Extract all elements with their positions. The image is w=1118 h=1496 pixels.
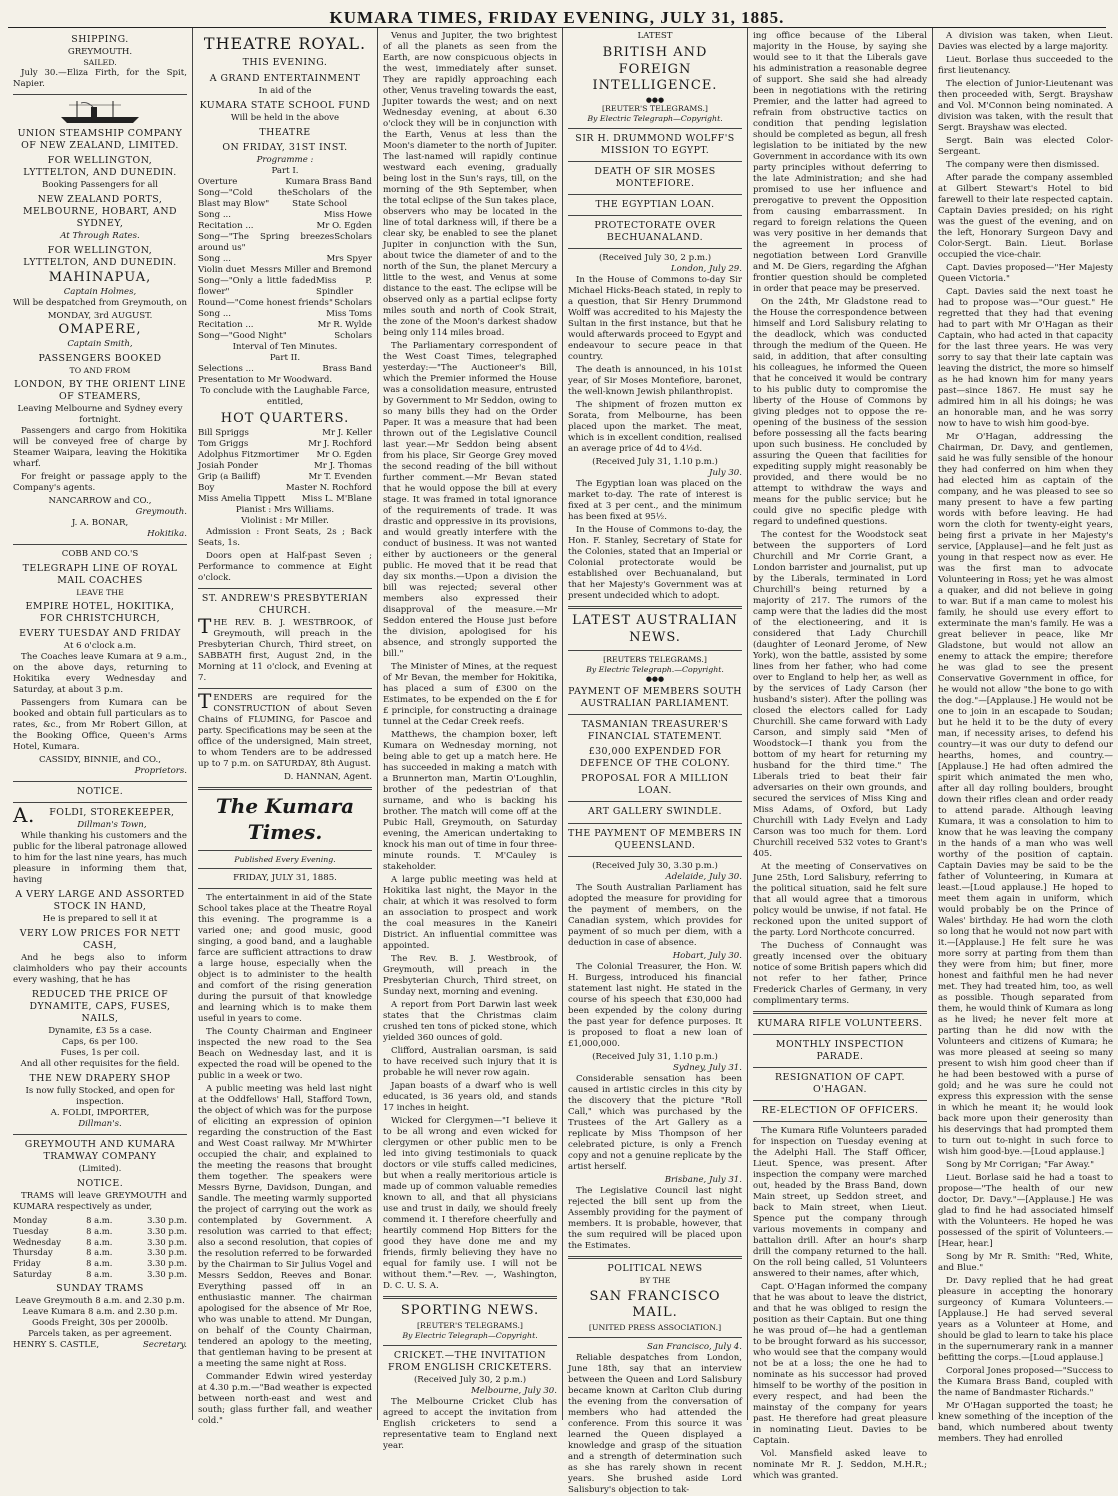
divider — [568, 801, 742, 802]
cricket-place: Melbourne, July 30. — [470, 1385, 557, 1396]
divider — [383, 1296, 557, 1299]
list-item: Overture Kumara Brass Band — [198, 176, 372, 187]
list-item: Selections ... Brass Band — [198, 363, 372, 374]
interval: Interval of Ten Minutes. — [232, 341, 338, 352]
table-row: Thursday 8 a.m. 3.30 p.m. — [13, 1247, 187, 1258]
foldi-sell: He is prepared to sell it at — [42, 913, 158, 924]
cricket-heading: CRICKET.—THE INVITATION FROM ENGLISH CRICKETERS. — [387, 1349, 553, 1373]
event-date: ON FRIDAY, 31ST INST. — [222, 141, 348, 153]
article-paragraph: The Rev. B. J. Westbrook, of Greymouth, will preach in the Presbyterian Church, Third street, on Sunday next, morning and evening. — [383, 954, 557, 997]
sunday-trams-heading: SUNDAY TRAMS — [56, 1282, 144, 1294]
article-paragraph: The death is announced, in his 101st year, of Sir Moses Montefiore, baronet, the well-known Jewish philanthropist. — [568, 365, 742, 398]
article-paragraph: A division was taken, when Lieut. Davies was elected by a large majority. — [938, 31, 1113, 52]
divider — [568, 1256, 742, 1259]
paper-title: The Kumara Times. — [215, 794, 355, 844]
political-mail: SAN FRANCISCO MAIL. — [589, 1288, 721, 1321]
received-line: (Received July 31, 1.10 p.m.) — [592, 457, 718, 468]
list-item: Song ... Miss Howe — [198, 209, 372, 220]
article-paragraph: On the 24th, Mr Gladstone read to the House the correspondence between himself and Lord Salisbury relating to the deadlock, which was conducted through the medium of the Queen. He said, in addition, that after consulting his colleagues, he informed the Queen that he conceived it would be contrary to his public duty to compromise the liberty of the House of Commons by giving pledges not to oppose the re-opening of the business of the session before possessing all the facts bearing upon such business. He concluded by assuring the Queen that facilities for expediting supply might reasonably be provided, and there would be no attempt to withdraw the ways and means for the public service; but he could give no specific pledge with regard to undefined questions. — [753, 297, 927, 527]
table-row: Monday 8 a.m. 3.30 p.m. — [13, 1215, 187, 1226]
passengers-cargo: Passengers and cargo from Hokitika will be conveyed free of charge by Steamer Waipara, leaving the Hokitika wharf. — [13, 425, 187, 469]
foldi-reduced: REDUCED THE PRICE OF DYNAMITE, CAPS, FUSES, NAILS, — [29, 988, 171, 1024]
list-item: Tom Griggs Mr J. Rochford — [198, 439, 372, 450]
subhead: PROTECTORATE OVER BECHUANALAND. — [594, 219, 716, 243]
tramway-notice: NOTICE. — [76, 1178, 124, 1190]
subhead: SIR H. DRUMMOND WOLFF'S MISSION TO EGYPT. — [575, 132, 735, 156]
agent-1-place: Greymouth. — [135, 506, 187, 517]
column-1 — [8, 28, 193, 1420]
mahinapua-captain: Captain Holmes, — [63, 286, 137, 297]
in-aid: In aid of the — [258, 85, 312, 96]
received-line: (Received July 31, 1.10 p.m.) — [592, 1051, 718, 1062]
rifle-heading: KUMARA RIFLE VOLUNTEERS. — [757, 1018, 923, 1029]
list-item: Violin duet Messrs Miller and Bremond — [198, 264, 372, 275]
article-paragraph: Vol. Mansfield asked leave to nominate Mr R. J. Seddon, M.H.R.; which was granted. — [753, 1449, 927, 1482]
place-line: July 30. — [709, 468, 742, 479]
political-heading: POLITICAL NEWS — [607, 1262, 703, 1274]
passengers-booked: PASSENGERS BOOKED — [38, 352, 162, 364]
sporting-heading: SPORTING NEWS. — [400, 1303, 540, 1318]
article-paragraph: Song by Mr Corrigan; "Far Away." — [946, 1160, 1095, 1170]
foldi-fuses: Fuses, 1s per coil. — [60, 1048, 140, 1058]
programme-part-1 — [198, 177, 372, 342]
subhead: TASMANIAN TREASURER'S FINANCIAL STATEMENT. — [581, 719, 729, 743]
cast-list — [198, 428, 372, 505]
list-item: Josiah Ponder Mr J. Thomas — [198, 461, 372, 472]
theatre-word: THEATRE — [259, 126, 311, 138]
date-line: FRIDAY, JULY 31, 1885. — [233, 873, 337, 884]
masthead: KUMARA TIMES, FRIDAY EVENING, JULY 31, 1885. — [8, 6, 1106, 28]
article-paragraph: Reliable despatches from London, June 18th, say that an interview between the Queen and Lord Salisbury became known at Carlton Club during the evening from the conversation of members who had attended the conference. From this source it was learned the Queen displayed a knowledge and grasp of the situation and a strength of determination such as she has rarely shown in recent years. She brushed aside Lord Salisbury's objection to tak- — [568, 1352, 742, 1495]
column-4 — [563, 28, 748, 1495]
divider — [568, 650, 742, 651]
article-paragraph: Capt. Davies proposed—"Her Majesty Queen Victoria." — [938, 263, 1113, 284]
this-evening: THIS EVENING. — [242, 57, 328, 69]
tramway-title: GREYMOUTH AND KUMARA TRAMWAY COMPANY — [24, 1139, 176, 1163]
goods-parcels: Parcels taken, as per agreement. — [28, 1328, 172, 1339]
article-paragraph: Capt. Davies said the next toast he had to propose was—"Our guest." He regretted that they had that evening had to part with Mr O'Hagan as their Captain, who had acted in that capacity for the last three years. He was very sorry to say that their late captain was leaving the district, the more so himself as he had known him for many years past—since 1867. He must say he admired him in all his doings; he was an honorable man, and he was sorry now to have to wish him good-bye. — [938, 287, 1113, 429]
divider — [13, 781, 187, 782]
article-paragraph: The Legislative Council last night rejected the bill sent up from the Assembly providing for the payment of members. It is probable, however, that the sum required will be placed upon the Estimates. — [568, 1185, 742, 1251]
published-line: Published Every Evening. — [234, 854, 336, 864]
table-row: Saturday 8 a.m. 3.30 p.m. — [13, 1268, 187, 1279]
article-paragraph: The Egyptian loan was placed on the market to-day. The rate of interest is fixed at 3 per cent., and the minimum has been fixed at 95½. — [568, 479, 742, 523]
foldi-heading: A.FOLDI, STOREKEEPER, — [13, 802, 175, 827]
to-and-from: TO AND FROM — [69, 365, 131, 375]
cobb-proprietors-label: Proprietors. — [134, 765, 187, 776]
place-line: Adelaide, July 30. — [665, 871, 742, 882]
divider — [383, 1345, 557, 1346]
foldi-town: Dillman's Town, — [77, 819, 147, 830]
article-paragraph: Song by Mr R. Smith: "Red, White, and Blue." — [938, 1252, 1113, 1273]
aus-reuters: [REUTERS TELEGRAMS.] — [603, 655, 707, 665]
article-paragraph: The entertainment in aid of the State School takes place at the Theatre Royal this evening. The programme is a varied one; and good music, good singing, a good band, and a laughable farce are sufficient attractions to draw a large house, especially when the object is to administer to the health and comfort of the rising generation during the pursuit of that knowledge and learning which is to make them useful in years to come. — [198, 893, 372, 1025]
latest-label: LATEST — [637, 31, 673, 41]
conclude-text: To conclude with the Laughable Farce, entitled, — [200, 385, 370, 407]
received-line: (Received July 30, 2 p.m.) — [598, 253, 712, 264]
subhead: PROPOSAL FOR A MILLION LOAN. — [581, 773, 729, 797]
notice-heading: NOTICE. — [76, 785, 124, 797]
article-paragraph: Mr O'Hagan supported the toast; he knew something of the inception of the band, which numbered about twenty members. They had enrolled — [938, 1401, 1113, 1444]
list-item: Recitation ... Mr O. Egden — [198, 220, 372, 231]
article-paragraph: Sergt. Bain was elected Color-Sergeant. — [938, 136, 1113, 157]
freight-text: For freight or passage apply to the Company's agents. — [13, 471, 187, 493]
subhead: MONTHLY INSPECTION PARADE. — [775, 1039, 905, 1063]
list-item: Adolphus Fitzmortimer Mr O. Egden — [198, 450, 372, 461]
article-paragraph: In the House of Commons to-day, the Hon. F. Stanley, Secretary of State for the Colonies, stated that an Imperial or Colonial protectorate would be established over Bechuanaland, but that her Majesty's Government was at present undecided which to adopt. — [568, 525, 742, 602]
subhead: PAYMENT OF MEMBERS SOUTH AUSTRALIAN PARLIAMENT. — [568, 686, 742, 710]
drapery-heading: THE NEW DRAPERY SHOP — [29, 1073, 171, 1084]
list-item: Song—"The Spring breezes around us" Scholars — [198, 231, 372, 253]
union-title: UNION STEAMSHIP COMPANY OF NEW ZEALAND, LIMITED. — [17, 128, 183, 152]
foldi-claim: And he begs also to inform claimholders who pay their accounts every washing, that he has — [13, 952, 187, 985]
agent-2: J. A. BONAR, — [71, 517, 129, 528]
part-2-label: Part II. — [269, 352, 301, 363]
cobb-days: EVERY TUESDAY AND FRIDAY — [19, 627, 181, 639]
column-3 — [378, 28, 563, 1451]
list-item: Song ... Mrs Spyer — [198, 253, 372, 264]
agent-2-place: Hokitika. — [147, 528, 187, 539]
union-ports: NEW ZEALAND PORTS, MELBOURNE, HOBART, AND SYDNEY, — [22, 194, 178, 230]
greymouth-heading: GREYMOUTH. — [67, 47, 133, 58]
divider — [568, 1337, 742, 1338]
divider — [198, 688, 372, 689]
divider — [198, 787, 372, 790]
london-line: LONDON, BY THE ORIENT LINE OF STEAMERS, — [14, 378, 186, 402]
cobb-time: At 6 o'clock a.m. — [63, 640, 137, 651]
mahinapua-despatch: Will be despatched from Greymouth, on — [13, 297, 187, 308]
list-item: Song—"Only a little faded flower" Miss P. Spindler — [198, 275, 372, 297]
divider — [568, 161, 742, 162]
omapere-name: OMAPERE, — [58, 321, 142, 337]
mahinapua-name: MAHINAPUA, — [48, 270, 152, 286]
article-paragraph: In the House of Commons to-day Sir Michael Hicks-Beach stated, in reply to a question, that Sir Henry Drummond Wolff was accredited to his Majesty the Sultan in the first instance, but that he would afterwards proceed to Egypt and endeavour to secure peace in that country. — [568, 275, 742, 363]
article-paragraph: The Parliamentary correspondent of the West Coast Times, telegraphed yesterday:—"The Auctioneer's Bill, which the Premier informed the House was a consolidation measure, entrusted by Government to Mr Seddon, owing to so many bills they had on the Order Paper. It was a measure that had been thrown out of the Legislative Council last year.—Mr Seddon being absent from his place, Sir George Grey moved the second reading of the bill without further comment.—Mr Bevan stated that he would oppose the bill at every stage. It was framed in total ignorance of the requirements of trade. It was drastic and oppressive in its provisions, and would greatly interfere with the conduct of business. It was not wanted either by auctioneers or the general public. He moved that it be read that day six months.—Upon a division the bill was rejected; several other members also expressed their disapproval of the measure.—Mr Seddon entered the House just before the division, apologised for his absence, and strongly supported the bill." — [383, 341, 557, 659]
list-item: Miss Amelia Tippett Miss L. M'Blane — [198, 494, 372, 505]
article-paragraph: Clifford, Australian oarsman, is said to have received such injury that it is probable he will never row again. — [383, 1046, 557, 1078]
ornament: ●●● — [645, 675, 665, 684]
australian-heading: LATEST AUSTRALIAN NEWS. — [572, 613, 738, 645]
list-item: Song—"Cold the Blast may Blow" Scholars of the State School — [198, 187, 372, 209]
divider — [568, 856, 742, 857]
shipping-heading: SHIPPING. — [71, 34, 129, 45]
table-row: Friday 8 a.m. 3.30 p.m. — [13, 1258, 187, 1269]
divider — [753, 1011, 927, 1014]
table-row: Tuesday 8 a.m. 3.30 p.m. — [13, 1225, 187, 1236]
cricket-received: (Received July 30, 2 p.m.) — [413, 1374, 527, 1385]
ornament: ●●● — [645, 95, 665, 104]
article-paragraph: A large public meeting was held at Hokitika last night, the Mayor in the chair, at which it was resolved to form an association to prospect and work the coal measures in the Kaneiri District. An influential committee was appointed. — [383, 875, 557, 951]
school-fund: KUMARA STATE SCHOOL FUND — [199, 99, 371, 111]
article-paragraph: The South Australian Parliament has adopted the measure for providing for the payment of members, on the Canadian system, which provides for payment of so much per diem, with a deduction in case of absence. — [568, 882, 742, 948]
article-paragraph: Corporal Jones proposed—"Success to the Kumara Brass Band, coupled with the name of Bandmaster Richards." — [938, 1366, 1113, 1398]
column-2 — [193, 28, 378, 1427]
grand-entertainment: A GRAND ENTERTAINMENT — [209, 72, 361, 84]
mahinapua-date: MONDAY, 3rd AUGUST. — [47, 310, 153, 321]
column-5 — [748, 28, 933, 1482]
article-paragraph: Venus and Jupiter, the two brightest of all the planets as seen from the Earth, are now conspicuous objects in the west, immediately after sunset. They are rapidly approaching each other, Venus traveling towards the east, Jupiter towards the west; and on next Wednesday evening, at about 6.30 o'clock they will be in conjunction with the Earth, Venus at less than the Moon's diameter to the north of Jupiter. The last-named will rapidly continue westward each evening, gradually being lost in the Sun's rays, till, on the morning of the 9th September, when the total eclipse of the Sun takes place, observers who may be located in the line of total darkness will, if there be a clear sky, be enabled to see the planet Jupiter in conjunction with the Sun, about twice the diameter of and to the north of the Sun, the planet Mercury a little to the west, and Venus at some distance to the east. The eclipse will be observed only as a partial eclipse forty miles south and north of Cook Strait, the zone of the Moon's darkest shadow being only 114 miles broad. — [383, 31, 557, 338]
place-line: Brisbane, July 31. — [664, 1174, 742, 1185]
aus-by: By Electric Telegraph.—Copyright. — [586, 665, 724, 675]
cobb-leave: LEAVE THE — [76, 587, 124, 597]
political-assoc: [UNITED PRESS ASSOCIATION.] — [588, 1322, 722, 1332]
place-line: Hobart, July 30. — [672, 950, 742, 961]
secretary-name: HENRY S. CASTLE, — [13, 1339, 100, 1350]
cobb-heading: COBB AND CO.'S — [61, 548, 139, 559]
article-paragraph: Lieut. Borlase thus succeeded to the first lieutenancy. — [938, 55, 1113, 76]
divider — [568, 606, 742, 609]
divider — [568, 194, 742, 195]
subhead: RESIGNATION OF CAPT. O'HAGAN. — [774, 1072, 906, 1096]
divider — [198, 850, 372, 851]
part-1-label: Part I. — [271, 165, 299, 176]
cricket-text: The Melbourne Cricket Club has agreed to accept the invitation from English cricketers to send a representative team to England next year. — [383, 1396, 557, 1451]
list-item: Round—"Come honest friends" Scholars — [198, 297, 372, 308]
list-item: Boy Master N. Rochford — [198, 483, 372, 494]
article-paragraph: Considerable sensation has been caused in artistic circles in this city by the discovery that the picture "Roll Call," which was purchased by the Trustees of the Art Gallery as a replicate by Miss Thompson of her celebrated picture, is only a French copy and not a genuine replicate by the artist herself. — [568, 1073, 742, 1172]
article-paragraph: A public meeting was held last night at the Oddfellows' Hall, Stafford Town, the object of which was for the purpose of eliciting an expression of opinion regarding the construction of the East and West Coast railway. Mr M'Whirter occupied the chair, and explained to the meeting the reasons that brought them together. The speakers were Messrs Byrne, Davidson, Dungan, and Sandle. The meeting warmly supported the project of carrying out the work as contemplated by Government. A resolution was carried to that effect; also a second resolution, that copies of the resolution referred to be forwarded by the Chairman to Sir Julius Vogel and Messrs Seddon, Reeves and Bonar. Everything passed off in an enthusiastic manner. The chairman apologised for the absence of Mr Roe, who was unable to attend. Mr Dungan, on behalf of the County Chairman, tendered an apology to the meeting, that gentleman having to be present at a meeting the same night at Ross. — [198, 1084, 372, 1370]
article-paragraph: ing office because of the Liberal majority in the House, by saying she would see to it that the Liberals gave his administration a reasonable degree of support. She said she had already been in negotiations with the retiring Premier, and the latter had agreed to refrain from obstructive tactics on condition that pending legislation should be completed as begun, all fresh legislation to be initiated by the new Government in accordance with its own party principles without deferring to the late Administration; and she had promised to use her influence and prerogative to prevent the Opposition from causing embarrassment. In regard to foreign relations the Queen was very positive in her demands that the agreement in process of negotiation between Lord Granville and M. De Giers, regarding the Afghan frontier question should be completed in order that peace may be preserved. — [753, 31, 927, 294]
drapery-text: Is now fully Stocked, and open for inspection. — [25, 1086, 175, 1108]
sailed-entry: July 30.—Eliza Firth, for the Spit, Napier. — [13, 68, 187, 89]
foldi-stock: A VERY LARGE AND ASSORTED STOCK IN HAND, — [15, 888, 185, 912]
tramway-text: TRAMS will leave GREYMOUTH and KUMARA respectively as under, — [13, 1191, 187, 1213]
foldi-importer-town: Dillman's. — [78, 1119, 122, 1130]
british-heading: BRITISH AND FOREIGN INTELLIGENCE. — [592, 45, 718, 94]
foldi-importer: A. FOLDI, IMPORTER, — [50, 1108, 150, 1119]
subhead: THE EGYPTIAN LOAN. — [595, 198, 715, 210]
article-paragraph: Dr. Davy replied that he had great pleasure in accepting the honorary surgeoncy of Kumara Volunteers.—[Applause.] He had served several years as a Volunteer at Home, and should be glad to learn to take his place in the supernumerary rank in a manner befitting the corps.—[Loud applause.] — [938, 1276, 1113, 1363]
tenders-signature: D. HANNAN, Agent. — [284, 772, 372, 783]
divider — [13, 802, 187, 803]
cobb-proprietors: CASSIDY, BINNIE, and CO., — [38, 754, 162, 765]
sailed-label: SAILED. — [83, 58, 117, 68]
foldi-text: While thanking his customers and the public for the liberal patronage allowed to him for the last nine years, has much pleasure in informing them that, having — [13, 830, 187, 885]
sunday-trams-1: Leave Greymouth 8 a.m. and 2.30 p.m. — [15, 1295, 185, 1306]
tram-timetable — [13, 1215, 187, 1280]
foldi-dynamite: Dynamite, £3 5s a case. — [48, 1026, 152, 1036]
article-paragraph: The Duchess of Connaught was greatly incensed over the obituary notice of some British papers which did not refer to her father, Prince Frederick Charles of Germany, in very complimentary terms. — [753, 941, 927, 1006]
received-line: (Received July 30, 3.30 p.m.) — [592, 860, 718, 871]
foldi-caps: Caps, 6s per 100. — [61, 1037, 139, 1047]
divider — [13, 94, 187, 95]
programme-part-2 — [198, 364, 372, 386]
divider — [568, 714, 742, 715]
article-paragraph: The company were then dismissed. — [946, 160, 1100, 170]
columns — [8, 28, 1113, 1495]
list-item: Presentation to Mr Woodward. — [198, 374, 333, 385]
church-heading: ST. ANDREW'S PRESBYTERIAN CHURCH. — [201, 593, 369, 617]
divider — [13, 1134, 187, 1135]
union-booking: Booking Passengers for all — [42, 180, 158, 191]
divider — [568, 823, 742, 824]
admission: Admission : Front Seats, 2s ; Back Seats, 1s. — [198, 527, 372, 549]
column-6 — [933, 28, 1118, 1444]
divider — [568, 128, 742, 129]
place-line: Sydney, July 31. — [672, 1062, 742, 1073]
cobb-coaches: The Coaches leave Kumara at 9 a.m., on the above days, returning to Hokitika every Wednesday and Saturday, at about 3 p.m. — [13, 651, 187, 695]
political-by: BY THE — [639, 1275, 671, 1285]
article-paragraph: The contest for the Woodstock seat between the supporters of Lord Churchill and Mr Corrie Grant, a London barrister and journalist, put up by the Liberals, terminated in Lord Churchill's being returned by a majority of 217. The rumors of the camp were that the ladies did the most of the electioneering, and it is considered that Lady Churchill (daughter of Leonard Jerome, of New York), won the battle, assisted by some lines from her father, who had come over to England to help her, as well as by the services of Lady Carson (her husband's sister). After the polling was closed the electors called for Lady Churchill. She came forward with Lady Carson, and simply said "Men of Woodstock—I thank you from the bottom of my heart for returning my husband for the third time." The Liberals tried to beat their fair adversaries on their own grounds, and secured the services of Miss King and Miss Adams, of Oxford, but Lady Churchill with Lady Evelyn and Lady Carson was too much for them. Lord Churchill received 532 votes to Grant's 405. — [753, 530, 927, 859]
divider — [198, 888, 372, 889]
table-row: Wednesday 8 a.m. 3.30 p.m. — [13, 1236, 187, 1247]
place-line: London, July 29. — [670, 264, 742, 275]
agent-1: NANCARROW and CO., — [48, 495, 152, 506]
doors: Doors open at Half-past Seven ; Performance to commence at Eight o'clock. — [198, 551, 372, 584]
secretary-label: Secretary. — [142, 1339, 187, 1350]
church-text: THE REV. B. J. WESTBROOK, of Greymouth, will preach in the Presbyterian Church, Third street, on SABBATH first, August 2nd, in the Morning at 11 o'clock, and Evening at 7. — [198, 614, 372, 684]
article-paragraph: A report from Port Darwin last week states that the Christmas claim crushed ten tons of picked stone, which yielded 360 ounces of gold. — [383, 1000, 557, 1043]
divider — [198, 868, 372, 869]
divider — [568, 248, 742, 249]
subhead: DEATH OF SIR MOSES MONTEFIORE. — [594, 165, 716, 189]
list-item: Bill Spriggs Mr J. Keller — [198, 428, 372, 439]
article-paragraph: Capt. O'Hagan informed the company that he was about to leave the district, and that he was obliged to resign the position as their Captain. But one thing he was proud of—he had a gentleman to be brought forward as his successor, who would see that the company would not be at a loss; the one he had to nominate as his successor had proved himself to be worthy of the position in every respect, and had been the mainstay of the company for years past. He therefore had great pleasure in nominating Lieut. Davies to be Captain. — [753, 1282, 927, 1447]
subhead: RE-ELECTION OF OFFICERS. — [761, 1105, 919, 1117]
union-for-2: FOR WELLINGTON, LYTTELTON, AND DUNEDIN. — [23, 245, 177, 269]
list-item: Grip (a Bailiff) Mr T. Evenden — [198, 472, 372, 483]
goods-freight: Goods Freight, 30s per 2000lb. — [31, 1317, 169, 1328]
place-line: San Francisco, July 4. — [647, 1341, 742, 1352]
article-paragraph: The shipment of frozen mutton ex Sorata, from Melbourne, has been placed upon the market. The meat, which is in excellent condition, realised an average price of 4d to 4½d. — [568, 400, 742, 455]
divider — [753, 1034, 927, 1035]
reuters-label: [REUTER'S TELEGRAMS.] — [602, 103, 708, 113]
article-paragraph: Wicked for Clergymen—"I believe it to be all wrong and even wicked for clergymen or other public men to be led into giving testimonials to quack doctors or vile stuffs called medicines, but when a really meritorious article is made up of common valuable remedies known to all, and that all physicians use and trust in daily, we should freely commend it. I therefore cheerfully and heartily commend Hop Bitters for the good they have done me and my friends, firmly believing they have no equal for family use. I will not be without them."—Rev. —, Washington, D. C. U. S. A. — [383, 1116, 557, 1291]
divider — [13, 544, 187, 545]
tramway-limited: (Limited). — [78, 1164, 122, 1175]
article-paragraph: The Minister of Mines, at the request of Mr Bevan, the member for Hokitika, has placed a sum of £300 on the Estimates, to be expended on the £ for £ principle, for constructing a drainage tunnel at the Cedar Creek reefs. — [383, 662, 557, 727]
foldi-prices: VERY LOW PRICES FOR NETT CASH, — [19, 927, 181, 951]
cobb-passengers: Passengers from Kumara can be booked and obtain full particulars as to rates, &c., from Mr Robert Gillon, at the Booking Office, Queen's Arms Hotel, Kumara. — [13, 697, 187, 752]
article-paragraph: Matthews, the champion boxer, left Kumara on Wednesday morning, not being able to get up a match here. He has succeeded in making a match with a Brunnerton man, Martin O'Loughlin, brother of the pedestrian of that surname, and who is backing his brother. The match will come off at the Pubic Hall, Greymouth, on Saturday evening, the American undertaking to knock his man out of time in four three-minute rounds. T. M'Cauley is stakeholder. — [383, 730, 557, 872]
violinist: Violinist : Mr Miller. — [241, 516, 329, 527]
article-paragraph: Lieut. Borlase said he had a toast to propose—"The health of our new doctor, Dr. Davy."—[Applause.] He was glad to find he had associated himself with the Volunteers. He hoped he was possessed of the spirit of Volunteers.—[Hear, hear.] — [938, 1173, 1113, 1249]
article-paragraph: Mr O'Hagan, addressing the Chairman, Dr. Davy, and gentlemen, said he was fully sensible of the honour they had conferred on him when they had elected him as captain of the company, and he was pleased to see so many present to have a few parting words with before leaving. He had worn the cloth for twenty-eight years, being first a private in her Majesty's service, [Applause]—and he felt just as young in that respect now as ever. He was the first man to advocate Volunteering in Ross; yet he was almost a quaker, and did not believe in going to war. But if a man came to molest his family, he should use every effort to exterminate the man's family. He was a great believer in peace, like Mr Gladstone, but would not allow an enemy to attack the empire; therefore he was glad to see the present Conservative Government in office, for he would not allow "the bone to go with the dog."—[Applause.] He would not be one to join in an escapade to Soudan; but he held it to be the duty of every man, if necessity arises, to defend his country—it was our duty to defend our hearths, homes, and country.—[Applause.] He had often admired the spirit which animated the men who, after all day rolling boulders, brought down their rifles clean and order ready to attend parade. Although leaving Kumara, it was a consolation to him to know that he was leaving the company in the hands of a man who was well worthy of the position of captain. Captain Davies may be said to be the father of Volunteering, in Kumara at least.—[Loud applause.] He hoped to meet them again in uniform, which would probably be on the Prince of Wales' birthday. He had worn the cloth so long that he would not now part with it.—[Applause.] He felt sure he was more sorry at parting from them than they were from him; but finer, more honest and faithful men he had never met. They had treated him, too, as well as possible. Though separated from them, he would think of Kumara as long as he lived; he never felt more at parting than he did now with the Volunteers and citizens of Kumara; he was more pleased at seeing so many present to wish him good cheer than if he had been bestowed with a purse of gold; and he was sure he could not express this expression with the sense in which he meant it; he would look back more upon their generosity than his deservings that had prompted them to turn out to-night in such force to wish him good-bye.—[Loud applause.] — [938, 432, 1113, 1157]
steamship-icon — [55, 99, 145, 125]
union-for: FOR WELLINGTON, LYTTELTON, AND DUNEDIN. — [23, 155, 177, 179]
omapere-captain: Captain Smith, — [67, 338, 133, 349]
theatre-heading: THEATRE ROYAL. — [203, 34, 367, 53]
sporting-by: By Electric Telegraph—Copyright. — [402, 1330, 538, 1340]
article-paragraph: Japan boasts of a dwarf who is well educated, is 36 years old, and stands 17 inches in height. — [383, 1081, 557, 1113]
divider — [198, 588, 372, 589]
pianist: Pianist : Mrs Williams. — [235, 505, 335, 516]
subhead: ART GALLERY SWINDLE. — [588, 806, 722, 818]
article-paragraph: The Kumara Rifle Volunteers paraded for inspection on Tuesday evening at the Adelphi Hall. The Staff Officer, Lieut. Spence, was present. After inspection the company were marched out, headed by the Brass Band, down Main street, up Seddon street, and back to Main street, when Lieut. Spence put the company through various movements in company and battalion drill. After an hour's sharp drill the company returned to the hall. On the roll being called, 51 Volunteers answered to their names, after which, — [753, 1126, 927, 1280]
tenders-text: TENDERS are required for the CONSTRUCTION of about Seven Chains of FLUMING, for Pascoe and party. Specifications may be seen at the office of the undersigned, Main street, to whom Tenders are to be addressed up to 7 p.m. on SATURDAY, 8th August. — [198, 689, 372, 770]
divider — [753, 1067, 927, 1068]
article-paragraph: After parade the company assembled at Gilbert Stewart's Hotel to bid farewell to their late respected captain. Captain Davies presided; on his right was the guest of the evening, and on the left, Honorary Surgeon Davy and Color-Sergt. Bain. Lieut. Borlase occupied the vice-chair. — [938, 173, 1113, 260]
subhead: THE PAYMENT OF MEMBERS IN QUEENSLAND. — [568, 827, 742, 851]
article-paragraph: The election of Junior-Lieutenant was then proceeded with, Sergt. Brayshaw and Vol. M'Connon being nominated. A division was taken, with the result that Sergt. Brayshaw was elected. — [938, 79, 1113, 133]
held-text: Will be held in the above — [230, 112, 340, 123]
union-rates: At Through Rates. — [60, 231, 140, 242]
cobb-hotel: EMPIRE HOTEL, HOKITIKA, FOR CHRISTCHURCH, — [25, 600, 175, 624]
subhead: £30,000 EXPENDED FOR DEFENCE OF THE COLONY. — [579, 746, 731, 770]
by-electric: By Electric Telegraph—Copyright. — [587, 113, 723, 123]
list-item: Song ... Miss Toms — [198, 308, 372, 319]
farce-title: HOT QUARTERS. — [220, 410, 350, 426]
foldi-all: And all other requisites for the field. — [20, 1059, 180, 1069]
article-paragraph: The Colonial Treasurer, the Hon. W. H. Burgess, introduced his financial statement last night. He stated in the course of his speech that £30,000 had been expended by the colony during the past year for defence purposes. It is proposed to float a new loan of £1,000,000. — [568, 961, 742, 1049]
article-paragraph: The County Chairman and Engineer inspected the new road to the Sea Beach on Wednesday last, and it is expected the road will be opened to the public in a week or two. — [198, 1027, 372, 1082]
cobb-title: TELEGRAPH LINE OF ROYAL MAIL COACHES — [22, 562, 178, 586]
article-paragraph: Commander Edwin wired yesterday at 4.30 p.m.—"Bad weather is expected between north-east and west and south; glass further fall, and weather cold." — [198, 1372, 372, 1427]
programme-label: Programme : — [256, 154, 314, 165]
sporting-sub: [REUTER'S TELEGRAMS.] — [417, 1320, 523, 1330]
divider — [568, 215, 742, 216]
sunday-trams-2: Leave Kumara 8 a.m. and 2.30 p.m. — [22, 1306, 178, 1317]
article-paragraph: At the meeting of Conservatives on June 25th, Lord Salisbury, referring to the political situation, said he felt sure that all would agree that a timorous policy would be unwise, if not fatal. He reckoned upon the united support of the party. Lord Northcote concurred. — [753, 862, 927, 938]
leaving-text: Leaving Melbourne and Sydney every fortnight. — [17, 403, 183, 425]
list-item: Recitation ... Mr R. Wylde — [198, 319, 372, 330]
list-item: Song—"Good Night" Scholars — [198, 330, 372, 341]
divider — [753, 1121, 927, 1122]
divider — [753, 1100, 927, 1101]
